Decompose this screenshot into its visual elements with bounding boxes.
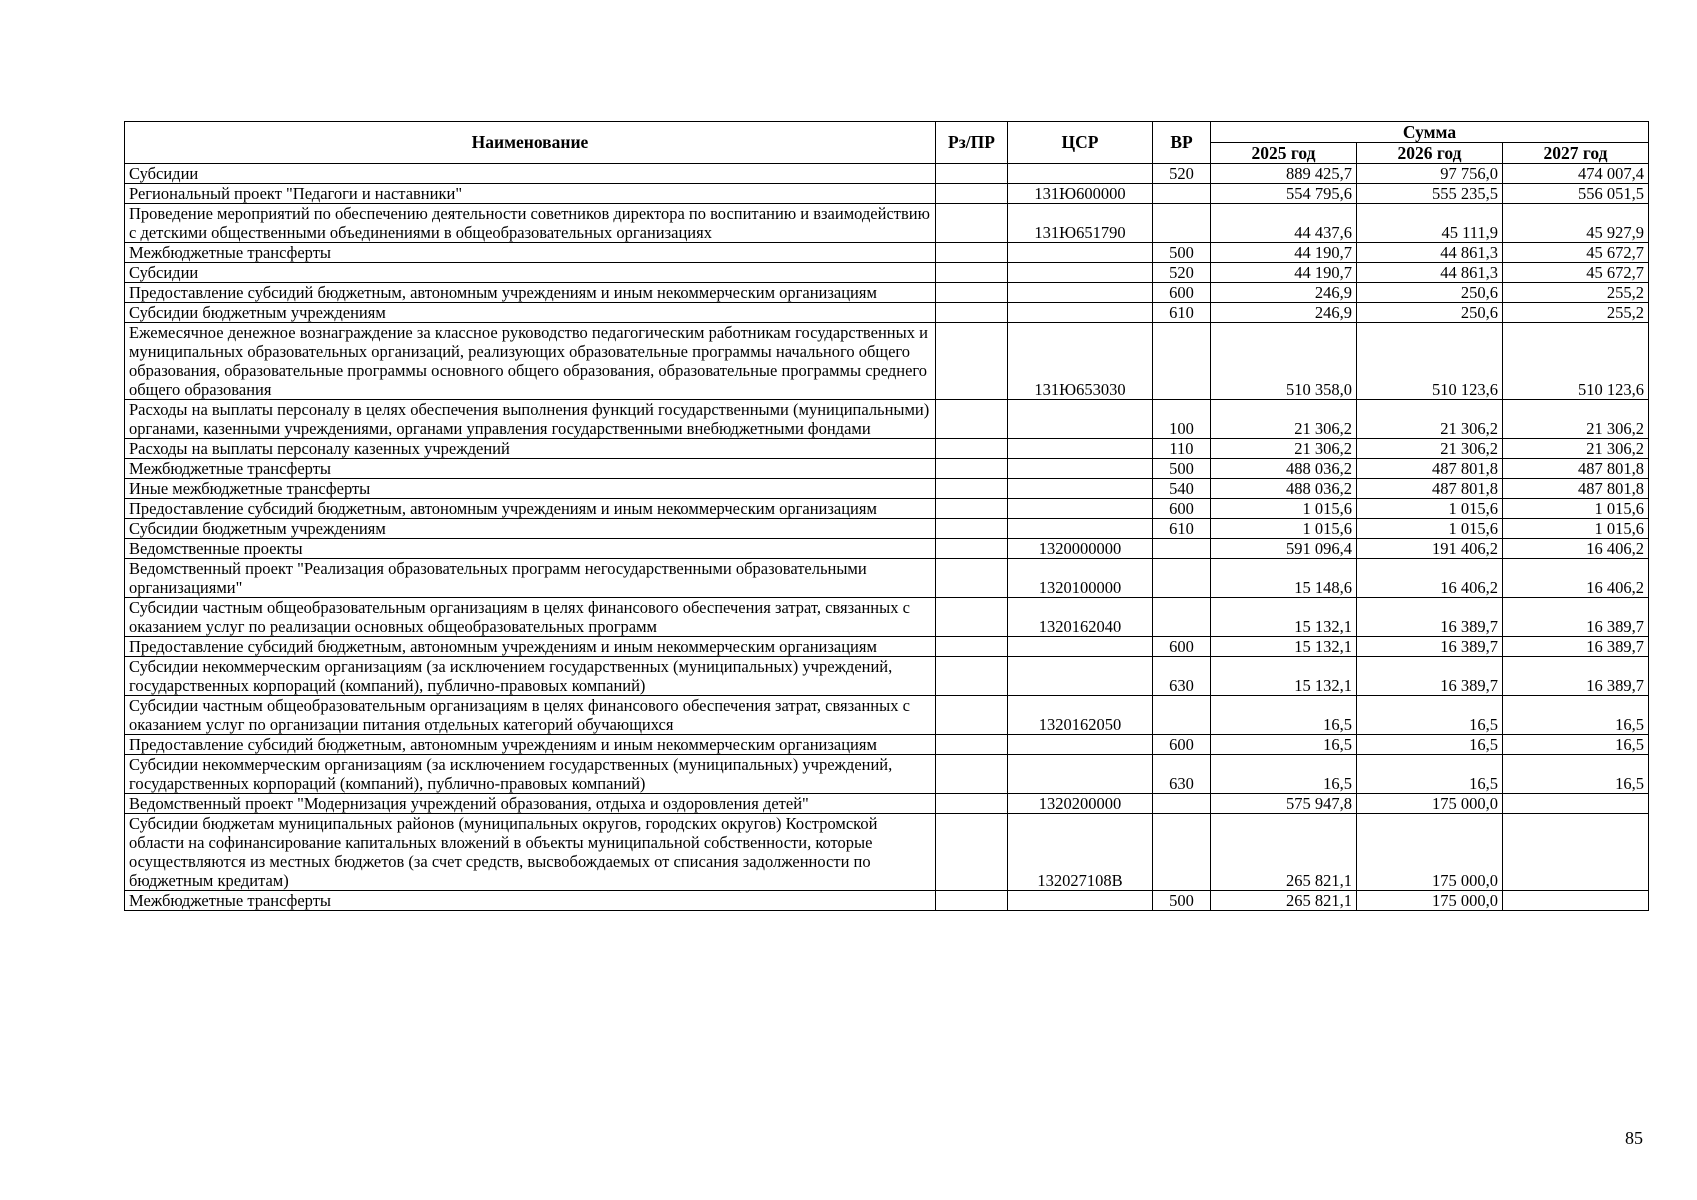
table-body [125,164,1649,911]
cell-vr [1153,204,1211,243]
cell-sum-2026: 510 123,6 [1357,323,1503,400]
cell-name: Субсидии некоммерческим организациям (за исключением государственных (муниципальных) учреждений, государственных корпораций (компаний), публично-правовых компаний) [125,657,936,696]
cell-name: Ведомственный проект "Модернизация учреждений образования, отдыха и оздоровления детей" [125,794,936,814]
cell-sum-2025: 1 015,6 [1211,519,1357,539]
header-sum: Сумма [1211,122,1649,143]
cell-sum-2025: 15 132,1 [1211,637,1357,657]
cell-rzpr [936,323,1008,400]
cell-sum-2026: 1 015,6 [1357,499,1503,519]
cell-rzpr [936,243,1008,263]
cell-sum-2027 [1503,891,1649,911]
cell-sum-2025: 15 148,6 [1211,559,1357,598]
cell-sum-2025: 16,5 [1211,735,1357,755]
cell-name: Межбюджетные трансферты [125,891,936,911]
cell-vr [1153,539,1211,559]
cell-vr: 630 [1153,657,1211,696]
cell-sum-2027: 16 389,7 [1503,657,1649,696]
cell-csr [1008,263,1153,283]
cell-vr: 600 [1153,735,1211,755]
table-row [125,303,1649,323]
table-row [125,657,1649,696]
cell-rzpr [936,637,1008,657]
cell-name: Субсидии некоммерческим организациям (за исключением государственных (муниципальных) учреждений, государственных корпораций (компаний), публично-правовых компаний) [125,755,936,794]
cell-name: Предоставление субсидий бюджетным, автономным учреждениям и иным некоммерческим организациям [125,637,936,657]
cell-vr: 520 [1153,164,1211,184]
cell-vr [1153,814,1211,891]
cell-csr [1008,891,1153,911]
cell-sum-2026: 44 861,3 [1357,263,1503,283]
cell-csr: 1320100000 [1008,559,1153,598]
cell-rzpr [936,204,1008,243]
header-vr: ВР [1153,122,1211,164]
cell-sum-2027: 510 123,6 [1503,323,1649,400]
cell-csr: 131Ю653030 [1008,323,1153,400]
cell-name: Расходы на выплаты персоналу в целях обеспечения выполнения функций государственными (муниципальными) органами, казенными учреждениями, органами управления государственными внебюджетными фондами [125,400,936,439]
cell-sum-2026: 45 111,9 [1357,204,1503,243]
cell-name: Субсидии бюджетам муниципальных районов (муниципальных округов, городских округов) Костромской области на софинансирование капитальных вложений в объекты муниципальной собственности, которые осуществляются из местных бюджетов (за счет средств, высвобождаемых от списания задолженности по бюджетным кредитам) [125,814,936,891]
cell-vr [1153,559,1211,598]
cell-vr [1153,323,1211,400]
cell-sum-2025: 44 190,7 [1211,243,1357,263]
cell-sum-2025: 21 306,2 [1211,400,1357,439]
header-rzpr: Рз/ПР [936,122,1008,164]
table-row [125,637,1649,657]
cell-sum-2025: 265 821,1 [1211,814,1357,891]
cell-sum-2025: 575 947,8 [1211,794,1357,814]
table-row [125,204,1649,243]
cell-rzpr [936,598,1008,637]
cell-sum-2026: 21 306,2 [1357,439,1503,459]
cell-sum-2025: 16,5 [1211,755,1357,794]
table-row [125,283,1649,303]
cell-rzpr [936,184,1008,204]
table-row [125,539,1649,559]
cell-sum-2026: 16 389,7 [1357,598,1503,637]
cell-sum-2025: 21 306,2 [1211,439,1357,459]
cell-name: Субсидии [125,164,936,184]
cell-name: Предоставление субсидий бюджетным, автономным учреждениям и иным некоммерческим организациям [125,283,936,303]
cell-name: Предоставление субсидий бюджетным, автономным учреждениям и иным некоммерческим организациям [125,735,936,755]
cell-vr [1153,696,1211,735]
header-year-2027: 2027 год [1503,143,1649,164]
cell-rzpr [936,164,1008,184]
cell-sum-2026: 97 756,0 [1357,164,1503,184]
cell-sum-2027: 556 051,5 [1503,184,1649,204]
cell-csr [1008,400,1153,439]
cell-name: Субсидии частным общеобразовательным организациям в целях финансового обеспечения затрат, связанных с оказанием услуг по организации питания отдельных категорий обучающихся [125,696,936,735]
cell-sum-2027: 255,2 [1503,303,1649,323]
cell-sum-2026: 1 015,6 [1357,519,1503,539]
cell-sum-2026: 487 801,8 [1357,459,1503,479]
page-number: 85 [1625,1128,1643,1148]
table-row [125,794,1649,814]
cell-vr: 110 [1153,439,1211,459]
cell-sum-2025: 15 132,1 [1211,598,1357,637]
cell-csr [1008,499,1153,519]
table-row [125,243,1649,263]
cell-csr: 1320000000 [1008,539,1153,559]
cell-name: Субсидии бюджетным учреждениям [125,303,936,323]
cell-rzpr [936,696,1008,735]
cell-rzpr [936,283,1008,303]
cell-csr [1008,657,1153,696]
cell-rzpr [936,539,1008,559]
cell-name: Предоставление субсидий бюджетным, автономным учреждениям и иным некоммерческим организациям [125,499,936,519]
cell-sum-2026: 16,5 [1357,696,1503,735]
cell-vr: 630 [1153,755,1211,794]
cell-vr [1153,598,1211,637]
table-row [125,891,1649,911]
cell-sum-2025: 591 096,4 [1211,539,1357,559]
cell-sum-2026: 16,5 [1357,735,1503,755]
cell-rzpr [936,303,1008,323]
cell-rzpr [936,479,1008,499]
header-year-2025: 2025 год [1211,143,1357,164]
cell-name: Проведение мероприятий по обеспечению деятельности советников директора по воспитанию и взаимодействию с детскими общественными объединениями в общеобразовательных организациях [125,204,936,243]
table-row [125,164,1649,184]
cell-csr [1008,459,1153,479]
table-row [125,755,1649,794]
cell-csr [1008,479,1153,499]
cell-name: Региональный проект "Педагоги и наставники" [125,184,936,204]
cell-rzpr [936,499,1008,519]
cell-sum-2027 [1503,794,1649,814]
table-row [125,479,1649,499]
cell-csr: 1320200000 [1008,794,1153,814]
cell-sum-2026: 16,5 [1357,755,1503,794]
cell-sum-2025: 554 795,6 [1211,184,1357,204]
cell-name: Субсидии частным общеобразовательным организациям в целях финансового обеспечения затрат, связанных с оказанием услуг по реализации основных общеобразовательных программ [125,598,936,637]
cell-vr: 500 [1153,459,1211,479]
cell-csr [1008,283,1153,303]
cell-name: Иные межбюджетные трансферты [125,479,936,499]
cell-sum-2027: 45 672,7 [1503,263,1649,283]
cell-name: Субсидии [125,263,936,283]
cell-csr: 131Ю651790 [1008,204,1153,243]
table-row [125,499,1649,519]
cell-sum-2027: 16,5 [1503,755,1649,794]
cell-sum-2025: 246,9 [1211,283,1357,303]
cell-name: Межбюджетные трансферты [125,459,936,479]
cell-rzpr [936,755,1008,794]
cell-rzpr [936,891,1008,911]
cell-sum-2027: 16 406,2 [1503,539,1649,559]
cell-vr: 610 [1153,519,1211,539]
cell-sum-2026: 555 235,5 [1357,184,1503,204]
cell-csr [1008,303,1153,323]
cell-csr [1008,755,1153,794]
cell-name: Межбюджетные трансферты [125,243,936,263]
cell-sum-2026: 175 000,0 [1357,891,1503,911]
cell-rzpr [936,735,1008,755]
table-row [125,439,1649,459]
cell-sum-2027: 487 801,8 [1503,479,1649,499]
table-row [125,735,1649,755]
cell-sum-2027: 16 389,7 [1503,637,1649,657]
cell-vr: 500 [1153,243,1211,263]
cell-vr [1153,794,1211,814]
cell-sum-2026: 487 801,8 [1357,479,1503,499]
cell-csr: 1320162050 [1008,696,1153,735]
cell-rzpr [936,794,1008,814]
budget-table-container [124,121,1648,911]
cell-sum-2027: 16 389,7 [1503,598,1649,637]
cell-rzpr [936,459,1008,479]
cell-sum-2026: 16 406,2 [1357,559,1503,598]
cell-sum-2025: 488 036,2 [1211,459,1357,479]
cell-rzpr [936,400,1008,439]
cell-sum-2027: 1 015,6 [1503,499,1649,519]
table-row [125,459,1649,479]
cell-vr: 600 [1153,637,1211,657]
cell-name: Ведомственный проект "Реализация образовательных программ негосударственными образовательными организациями" [125,559,936,598]
cell-sum-2025: 44 190,7 [1211,263,1357,283]
cell-name: Субсидии бюджетным учреждениям [125,519,936,539]
cell-sum-2025: 889 425,7 [1211,164,1357,184]
cell-sum-2025: 510 358,0 [1211,323,1357,400]
cell-sum-2025: 1 015,6 [1211,499,1357,519]
cell-csr [1008,439,1153,459]
header-csr: ЦСР [1008,122,1153,164]
table-row [125,400,1649,439]
cell-sum-2027: 16,5 [1503,735,1649,755]
cell-csr [1008,519,1153,539]
cell-sum-2026: 175 000,0 [1357,814,1503,891]
cell-rzpr [936,657,1008,696]
cell-csr [1008,243,1153,263]
cell-sum-2027: 1 015,6 [1503,519,1649,539]
cell-vr: 100 [1153,400,1211,439]
cell-sum-2025: 16,5 [1211,696,1357,735]
header-year-2026: 2026 год [1357,143,1503,164]
cell-sum-2027 [1503,814,1649,891]
table-row [125,598,1649,637]
cell-sum-2026: 16 389,7 [1357,657,1503,696]
cell-vr: 520 [1153,263,1211,283]
cell-sum-2025: 246,9 [1211,303,1357,323]
cell-sum-2026: 16 389,7 [1357,637,1503,657]
table-row [125,559,1649,598]
cell-csr: 1320162040 [1008,598,1153,637]
budget-table [124,121,1649,911]
cell-sum-2026: 250,6 [1357,283,1503,303]
cell-sum-2027: 255,2 [1503,283,1649,303]
cell-sum-2026: 21 306,2 [1357,400,1503,439]
cell-sum-2025: 44 437,6 [1211,204,1357,243]
cell-vr: 500 [1153,891,1211,911]
table-row [125,184,1649,204]
cell-sum-2025: 265 821,1 [1211,891,1357,911]
cell-rzpr [936,559,1008,598]
table-row [125,519,1649,539]
cell-sum-2025: 488 036,2 [1211,479,1357,499]
cell-sum-2026: 44 861,3 [1357,243,1503,263]
cell-name: Ведомственные проекты [125,539,936,559]
cell-name: Ежемесячное денежное вознаграждение за классное руководство педагогическим работникам государственных и муниципальных образовательных организаций, реализующих образовательные программы начального общего образования, образовательные программы основного общего образования, образовательные программы среднего общего образования [125,323,936,400]
cell-rzpr [936,439,1008,459]
cell-csr [1008,637,1153,657]
table-row [125,814,1649,891]
cell-sum-2027: 16,5 [1503,696,1649,735]
cell-name: Расходы на выплаты персоналу казенных учреждений [125,439,936,459]
cell-sum-2025: 15 132,1 [1211,657,1357,696]
table-row [125,696,1649,735]
cell-sum-2027: 21 306,2 [1503,439,1649,459]
table-row [125,323,1649,400]
cell-sum-2027: 487 801,8 [1503,459,1649,479]
cell-rzpr [936,519,1008,539]
table-header [125,122,1649,164]
cell-vr: 600 [1153,283,1211,303]
cell-csr [1008,735,1153,755]
cell-sum-2027: 45 927,9 [1503,204,1649,243]
cell-csr [1008,164,1153,184]
cell-sum-2026: 191 406,2 [1357,539,1503,559]
cell-rzpr [936,263,1008,283]
cell-vr: 600 [1153,499,1211,519]
cell-vr [1153,184,1211,204]
cell-sum-2027: 21 306,2 [1503,400,1649,439]
cell-sum-2027: 16 406,2 [1503,559,1649,598]
table-row [125,263,1649,283]
header-name: Наименование [125,122,936,164]
cell-sum-2026: 250,6 [1357,303,1503,323]
cell-rzpr [936,814,1008,891]
cell-csr: 132027108В [1008,814,1153,891]
cell-csr: 131Ю600000 [1008,184,1153,204]
cell-vr: 610 [1153,303,1211,323]
cell-sum-2027: 45 672,7 [1503,243,1649,263]
cell-vr: 540 [1153,479,1211,499]
cell-sum-2027: 474 007,4 [1503,164,1649,184]
cell-sum-2026: 175 000,0 [1357,794,1503,814]
